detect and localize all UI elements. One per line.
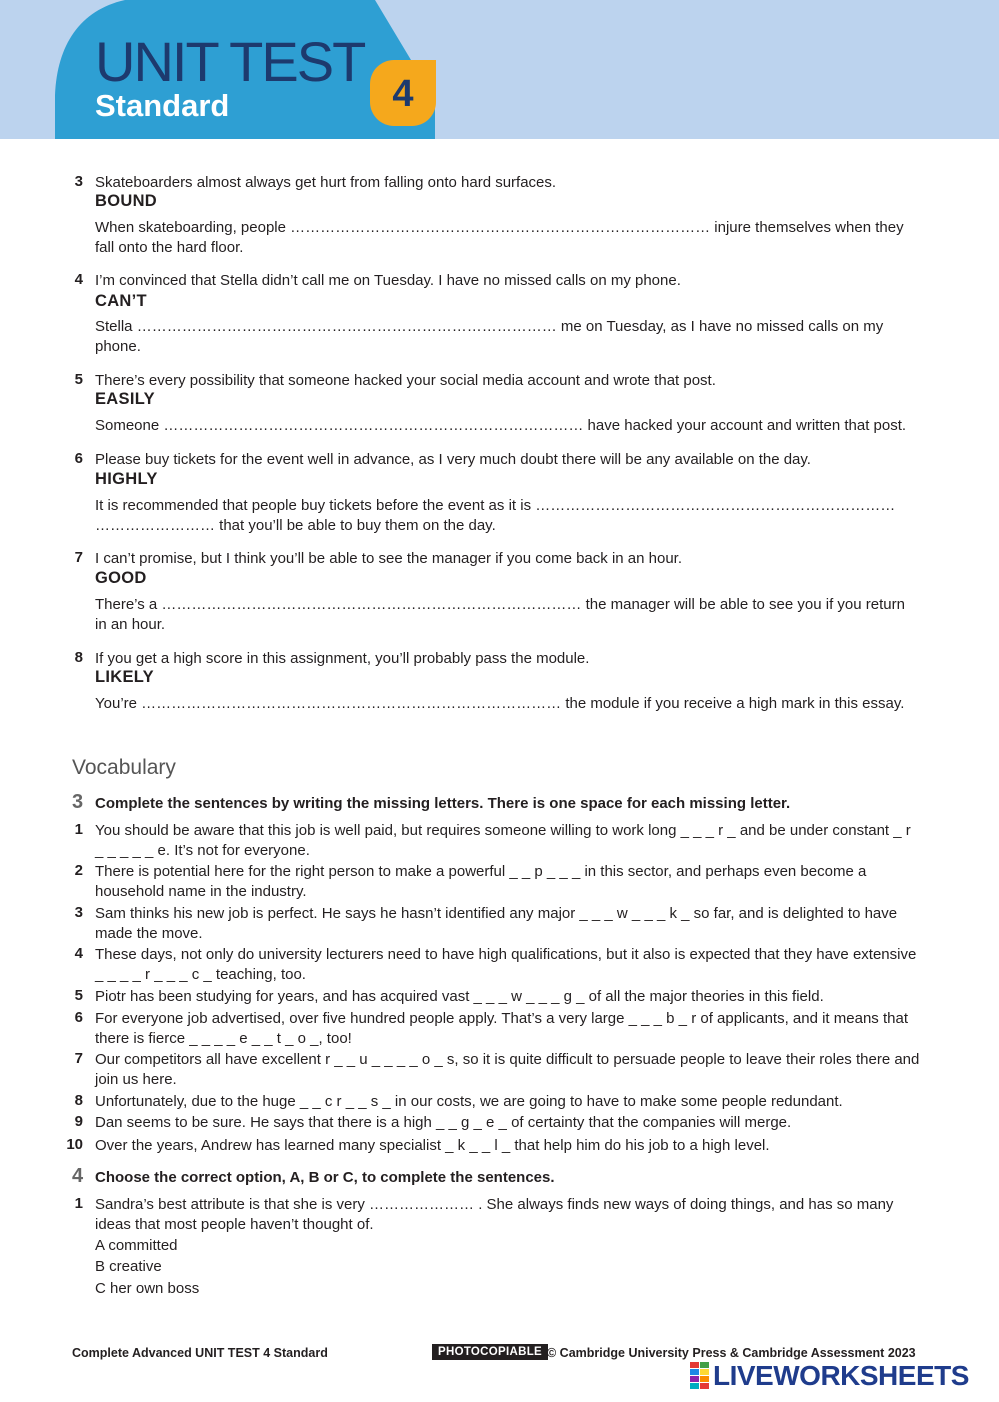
question-sentence: I can’t promise, but I think you’ll be able to see the manager if you come back in an hour. [95,550,682,567]
question-sentence: Please buy tickets for the event well in advance, as I very much doubt there will be any available on the day. [95,451,811,468]
task-instruction: Complete the sentences by writing the missing letters. There is one space for each missing letter. [95,795,791,812]
vocab-item-number: 4 [74,945,83,962]
question-number: 7 [74,549,83,566]
keyword: HIGHLY [95,470,158,488]
vocab-item-number: 7 [74,1050,83,1067]
vocab-item-text[interactable]: Sam thinks his new job is perfect. He says he hasn’t identified any major _ _ _ w _ _ _ k _ so far, and is delighted to have made the move. [95,905,898,942]
vocab-item-text[interactable]: Piotr has been studying for years, and has acquired vast _ _ _ w _ _ _ g _ of all the major theories in this field. [95,988,824,1005]
answer-line[interactable]: You’re ………………………………………………………………………… the module if you receive a high mark in this essay. [95,695,905,712]
vocab-item-number: 6 [74,1009,83,1026]
answer-line[interactable]: It is recommended that people buy tickets before the event as it is ……………………………………………………………… …………………… that you’ll be able to buy them on the day. [95,497,896,534]
vocab-item-text[interactable]: These days, not only do university lecturers need to have high qualifications, but it also is expected that they have extensive _ _ _ _ r _ _ _ c _ teaching, too. [95,946,917,983]
unit-subtitle: Standard [95,88,230,123]
option-c[interactable]: C her own boss [95,1280,200,1297]
vocab-item-text[interactable]: Over the years, Andrew has learned many specialist _ k _ _ l _ that help him do his job to a high level. [95,1137,770,1154]
mc-item-number: 1 [74,1195,83,1212]
question-number: 5 [74,371,83,388]
unit-number-badge: 4 [370,60,436,126]
vocab-item-text[interactable]: Our competitors all have excellent r _ _ u _ _ _ _ o _ s, so it is quite difficult to persuade people to leave their roles there and join us here. [95,1051,920,1088]
answer-line[interactable]: When skateboarding, people ………………………………………………………………………… injure themselves when they fall onto the hard floor. [95,219,904,256]
vocab-item-number: 2 [74,862,83,879]
task-number: 4 [72,1165,84,1187]
vocab-item-number: 3 [74,904,83,921]
task-instruction: Choose the correct option, A, B or C, to complete the sentences. [95,1169,555,1186]
keyword: EASILY [95,390,155,408]
answer-line[interactable]: There’s a ………………………………………………………………………… the manager will be able to see you if you return in an hour. [95,596,905,633]
option-b[interactable]: B creative [95,1258,162,1275]
question-sentence: I’m convinced that Stella didn’t call me on Tuesday. I have no missed calls on my phone. [95,272,681,289]
question-sentence: There’s every possibility that someone hacked your social media account and wrote that post. [95,372,716,389]
answer-line[interactable]: Someone ………………………………………………………………………… have hacked your account and written that post. [95,417,907,434]
unit-title: UNIT TEST [95,30,365,93]
vocab-item-text[interactable]: You should be aware that this job is well paid, but requires someone willing to work long _ _ _ r _ and be under constant _ r _ _ _ _ _ e. It’s not for everyone. [95,822,911,859]
liveworksheets-logo-icon [690,1362,710,1390]
question-number: 6 [74,450,83,467]
question-sentence: If you get a high score in this assignment, you’ll probably pass the module. [95,650,590,667]
keyword: GOOD [95,569,147,587]
question-number: 8 [74,649,83,666]
mc-item-text: Sandra’s best attribute is that she is very ………………… . She always finds new ways of doing things, and has so many ideas that most people haven’t thought of. [95,1196,894,1233]
footer-title: Complete Advanced UNIT TEST 4 Standard [72,1346,328,1360]
vocab-item-number: 5 [74,987,83,1004]
vocab-item-text[interactable]: Unfortunately, due to the huge _ _ c r _ _ s _ in our costs, we are going to have to make some people redundant. [95,1093,843,1110]
question-number: 4 [74,271,83,288]
keyword: BOUND [95,192,157,210]
liveworksheets-brand[interactable]: LIVEWORKSHEETS [713,1360,969,1391]
vocab-item-text[interactable]: There is potential here for the right person to make a powerful _ _ p _ _ _ in this sector, and perhaps even become a household name in the industry. [95,863,867,900]
question-sentence: Skateboarders almost always get hurt from falling onto hard surfaces. [95,174,557,191]
copyright: © Cambridge University Press & Cambridge Assessment 2023 [547,1346,916,1360]
section-title: Vocabulary [72,756,176,779]
photocopiable-badge: PHOTOCOPIABLE [432,1344,548,1360]
vocab-item-number: 9 [74,1113,83,1130]
keyword: CAN’T [95,292,147,310]
task-number: 3 [72,791,84,813]
answer-line[interactable]: Stella ………………………………………………………………………… me on Tuesday, as I have no missed calls on my phone. [95,318,884,355]
vocab-item-text[interactable]: Dan seems to be sure. He says that there is a high _ _ g _ e _ of certainty that the companies will merge. [95,1114,792,1131]
vocab-item-number: 1 [74,821,83,838]
vocab-item-number: 10 [66,1136,83,1153]
vocab-item-number: 8 [74,1092,83,1109]
question-number: 3 [74,173,83,190]
option-a[interactable]: A committed [95,1237,178,1254]
keyword: LIKELY [95,668,154,686]
vocab-item-text[interactable]: For everyone job advertised, over five hundred people apply. That’s a very large _ _ _ b _ r of applicants, and it means that there is fierce _ _ _ _ e _ _ t _ o _, too! [95,1010,908,1047]
